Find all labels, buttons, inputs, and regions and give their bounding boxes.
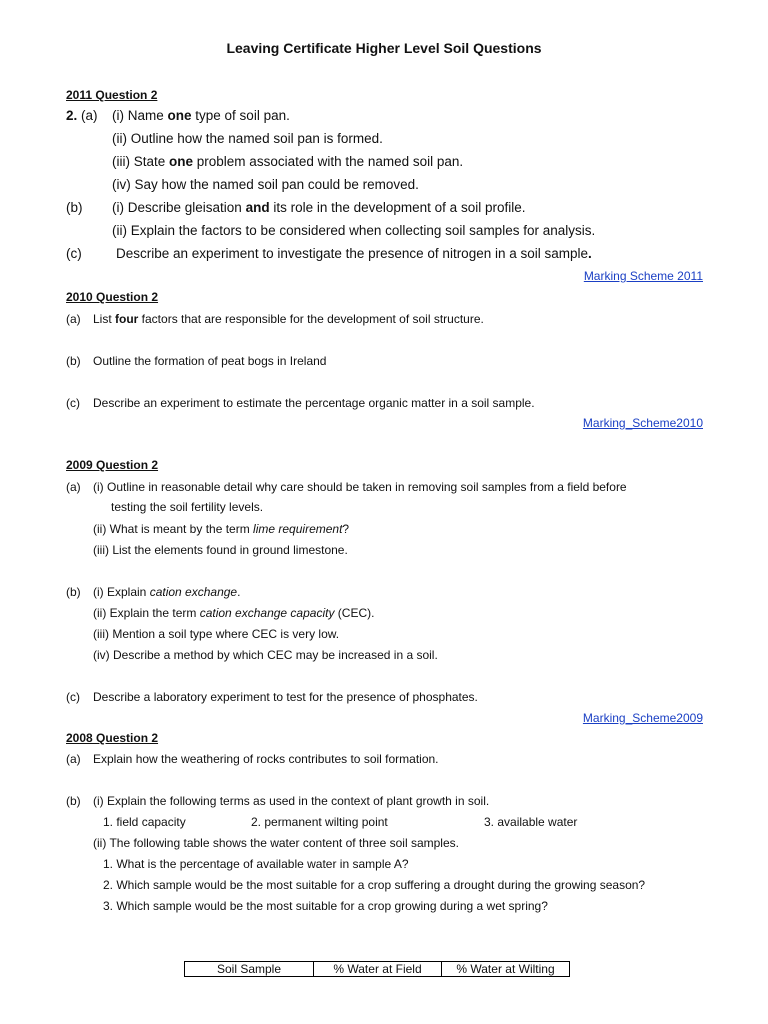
q2011-b-label: (b)	[66, 200, 83, 215]
q2011-b-i: (i) Describe gleisation and its role in the development of a soil profile.	[112, 200, 526, 215]
term-permanent-wilting-point: 2. permanent wilting point	[251, 815, 388, 829]
q2010-a-label: (a)	[66, 312, 81, 326]
q2008-b-ii: (ii) The following table shows the water content of three soil samples.	[93, 836, 459, 850]
heading-2011: 2011 Question 2	[66, 88, 158, 102]
sub-question-3: 3. Which sample would be the most suitable for a crop growing during a wet spring?	[103, 899, 548, 913]
q2008-a-label: (a)	[66, 752, 81, 766]
q2010-b-label: (b)	[66, 354, 81, 368]
q2009-c-text: Describe a laboratory experiment to test for the presence of phosphates.	[93, 690, 478, 704]
q2011-number: 2. (a)	[66, 108, 98, 123]
q2009-a-i-line2: testing the soil fertility levels.	[111, 500, 264, 514]
q2011-a-iii: (iii) State one problem associated with the named soil pan.	[112, 154, 464, 169]
q2009-a-ii: (ii) What is meant by the term lime requirement?	[93, 522, 350, 536]
q2011-a-iv: (iv) Say how the named soil pan could be removed.	[112, 177, 419, 192]
q2010-b-text: Outline the formation of peat bogs in Ireland	[93, 354, 327, 368]
q2008-b-label: (b)	[66, 794, 81, 808]
q2011-b-ii: (ii) Explain the factors to be considered when collecting soil samples for analysis.	[112, 223, 596, 238]
heading-2009: 2009 Question 2	[66, 458, 159, 472]
q2010-c-text: Describe an experiment to estimate the percentage organic matter in a soil sample.	[93, 396, 535, 410]
table-header-row	[185, 962, 570, 977]
q2009-b-label: (b)	[66, 585, 81, 599]
heading-2008: 2008 Question 2	[66, 731, 159, 745]
heading-2010: 2010 Question 2	[66, 290, 159, 304]
table-header-cell: % Water at Wilting	[442, 962, 570, 977]
marking-scheme-2011-link[interactable]: Marking Scheme 2011	[583, 269, 703, 283]
sub-question-2: 2. Which sample would be the most suitable for a crop suffering a drought during the growing season?	[103, 878, 646, 892]
q2011-a-i: (i) Name one type of soil pan.	[112, 108, 290, 123]
q2011-a-ii: (ii) Outline how the named soil pan is formed.	[112, 131, 383, 146]
term-available-water: 3. available water	[484, 815, 578, 829]
marking-scheme-2010-link[interactable]: Marking_Scheme2010	[582, 416, 703, 430]
water-content-table	[184, 961, 570, 977]
q2009-a-iii: (iii) List the elements found in ground limestone.	[93, 543, 348, 557]
marking-scheme-2009-link[interactable]: Marking_Scheme2009	[582, 711, 703, 725]
table-header-cell: % Water at Field	[314, 962, 442, 977]
q2009-c-label: (c)	[66, 690, 80, 704]
q2010-a-text: List four factors that are responsible for the development of soil structure.	[93, 312, 484, 326]
q2009-b-iii: (iii) Mention a soil type where CEC is very low.	[93, 627, 340, 641]
q2011-c-label: (c)	[66, 246, 82, 261]
term-field-capacity: 1. field capacity	[103, 815, 186, 829]
q2008-a-text: Explain how the weathering of rocks contributes to soil formation.	[93, 752, 439, 766]
q2008-b-i: (i) Explain the following terms as used in the context of plant growth in soil.	[93, 794, 490, 808]
q2010-c-label: (c)	[66, 396, 80, 410]
table-header-cell: Soil Sample	[185, 962, 314, 977]
q2009-a-i-line1: (i) Outline in reasonable detail why care should be taken in removing soil samples from a field before	[93, 480, 627, 494]
q2009-a-label: (a)	[66, 480, 81, 494]
q2009-b-i: (i) Explain cation exchange.	[93, 585, 241, 599]
page-title: Leaving Certificate Higher Level Soil Questions	[226, 40, 542, 56]
sub-question-1: 1. What is the percentage of available water in sample A?	[103, 857, 409, 871]
q2011-c-text: Describe an experiment to investigate the presence of nitrogen in a soil sample.	[116, 246, 592, 261]
q2009-b-iv: (iv) Describe a method by which CEC may be increased in a soil.	[93, 648, 438, 662]
q2009-b-ii: (ii) Explain the term cation exchange capacity (CEC).	[93, 606, 375, 620]
